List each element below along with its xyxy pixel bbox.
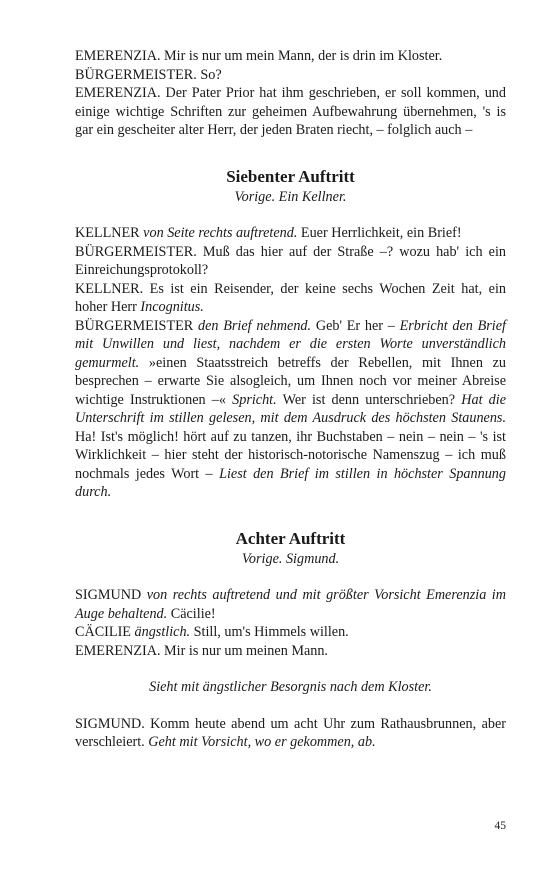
speech-text: CÄCILIE xyxy=(75,624,135,640)
speech-text: EMERENZIA. Mir is nur um mein Mann, der is drin im Kloster. xyxy=(75,48,443,64)
speech-text: SIGMUND xyxy=(75,587,147,603)
stage-direction-inline: Spricht. xyxy=(232,391,277,408)
speech-text: BÜRGERMEISTER. So? xyxy=(75,66,222,83)
spacer xyxy=(75,206,506,224)
speech-text: Wer ist denn unterschrieben? xyxy=(276,391,462,408)
speech-paragraph xyxy=(75,623,506,642)
speech-text: SIGMUND. Komm heute abend um acht Uhr zum Rathausbrunnen, aber verschleiert. xyxy=(75,715,506,750)
spacer xyxy=(75,140,506,166)
speech-text: Euer Herrlichkeit, ein Brief! xyxy=(297,225,462,241)
speech-paragraph xyxy=(75,586,506,623)
speech-paragraph xyxy=(75,84,506,140)
scene-heading: Achter Auftritt xyxy=(235,528,346,548)
speech-text: EMERENZIA. Mir is nur um meinen Mann. xyxy=(75,642,328,659)
stage-direction-inline: von Seite rechts auftretend. xyxy=(143,225,298,241)
speech-paragraph xyxy=(75,280,506,317)
speech-text: Still, um's Himmels willen. xyxy=(190,624,349,640)
stage-direction: Sieht mit ängstlicher Besorgnis nach dem Kloster. xyxy=(149,679,432,695)
stage-direction-inline: von rechts auftretend und mit größter Vorsicht Emerenzia im Auge behaltend. xyxy=(75,587,506,622)
speech-paragraph xyxy=(75,317,506,502)
scene-cast: Vorige. Ein Kellner. xyxy=(234,188,347,205)
speech-paragraph xyxy=(75,66,506,85)
stage-direction-inline: Erbricht den Brief mit Unwillen und liest, nachdem er die ersten Worte unverständlich gemurmelt. xyxy=(75,317,506,371)
spacer xyxy=(75,697,506,715)
speech-paragraph xyxy=(75,47,506,66)
spacer xyxy=(75,568,506,586)
speech-text: BÜRGERMEISTER xyxy=(75,317,198,334)
speech-paragraph xyxy=(75,224,506,243)
spacer xyxy=(75,502,506,528)
spacer xyxy=(75,660,506,678)
speech-text: Geb' Er her – xyxy=(311,317,400,334)
speech-text: EMERENZIA. Der Pater Prior hat ihm geschrieben, er soll kommen, und einige wichtige Schriften zur geheimen Aufbewahrung übernehmen, 's is gar ein gescheiter alter Herr, der jeden Braten riecht, – folglich auch – xyxy=(75,85,506,138)
speech-text: BÜRGERMEISTER. Muß das hier auf der Straße –? wozu hab' ich ein Einreichungsprotokoll? xyxy=(75,243,506,278)
speech-paragraph xyxy=(75,715,506,752)
stage-direction-inline: Geht mit Vorsicht, wo er gekommen, ab. xyxy=(148,734,376,750)
stage-direction-inline: den Brief nehmend. xyxy=(197,317,312,334)
speech-text: KELLNER. Es ist ein Reisender, der keine sechs Wochen Zeit hat, ein hoher Herr xyxy=(75,280,506,315)
stage-direction-inline: Hat die Unterschrift im stillen gelesen, mit dem Ausdruck des höchsten Staunens. xyxy=(75,391,506,426)
page-body xyxy=(75,47,506,752)
speech-text: »einen Staatsstreich betreffs der Rebellen, mit Ihnen zu besprechen – erwarte Sie alsogleich, um Ihnen noch vor meiner Abreise wichtige Instruktionen –« xyxy=(75,354,506,408)
stage-direction-inline: Liest den Brief im stillen in höchster Spannung durch. xyxy=(75,465,506,500)
page-number: 45 xyxy=(494,820,506,832)
speech-paragraph xyxy=(75,243,506,280)
speech-text: Ha! Ist's möglich! hört auf zu tanzen, ihr Buchstaben – nein – nein – 's ist Wirklichkeit – hier steht der historisch-notorische Namenszug – ich muß nochmals jedes Wort – xyxy=(75,428,506,482)
speech-text: KELLNER xyxy=(75,225,144,241)
scene-heading: Siebenter Auftritt xyxy=(226,166,355,186)
scene-cast: Vorige. Sigmund. xyxy=(241,550,340,567)
speech-paragraph xyxy=(75,642,506,661)
stage-direction-inline: Incognitus. xyxy=(140,299,204,315)
speech-text: Cäcilie! xyxy=(167,605,216,622)
stage-direction-inline: ängstlich. xyxy=(134,624,191,640)
